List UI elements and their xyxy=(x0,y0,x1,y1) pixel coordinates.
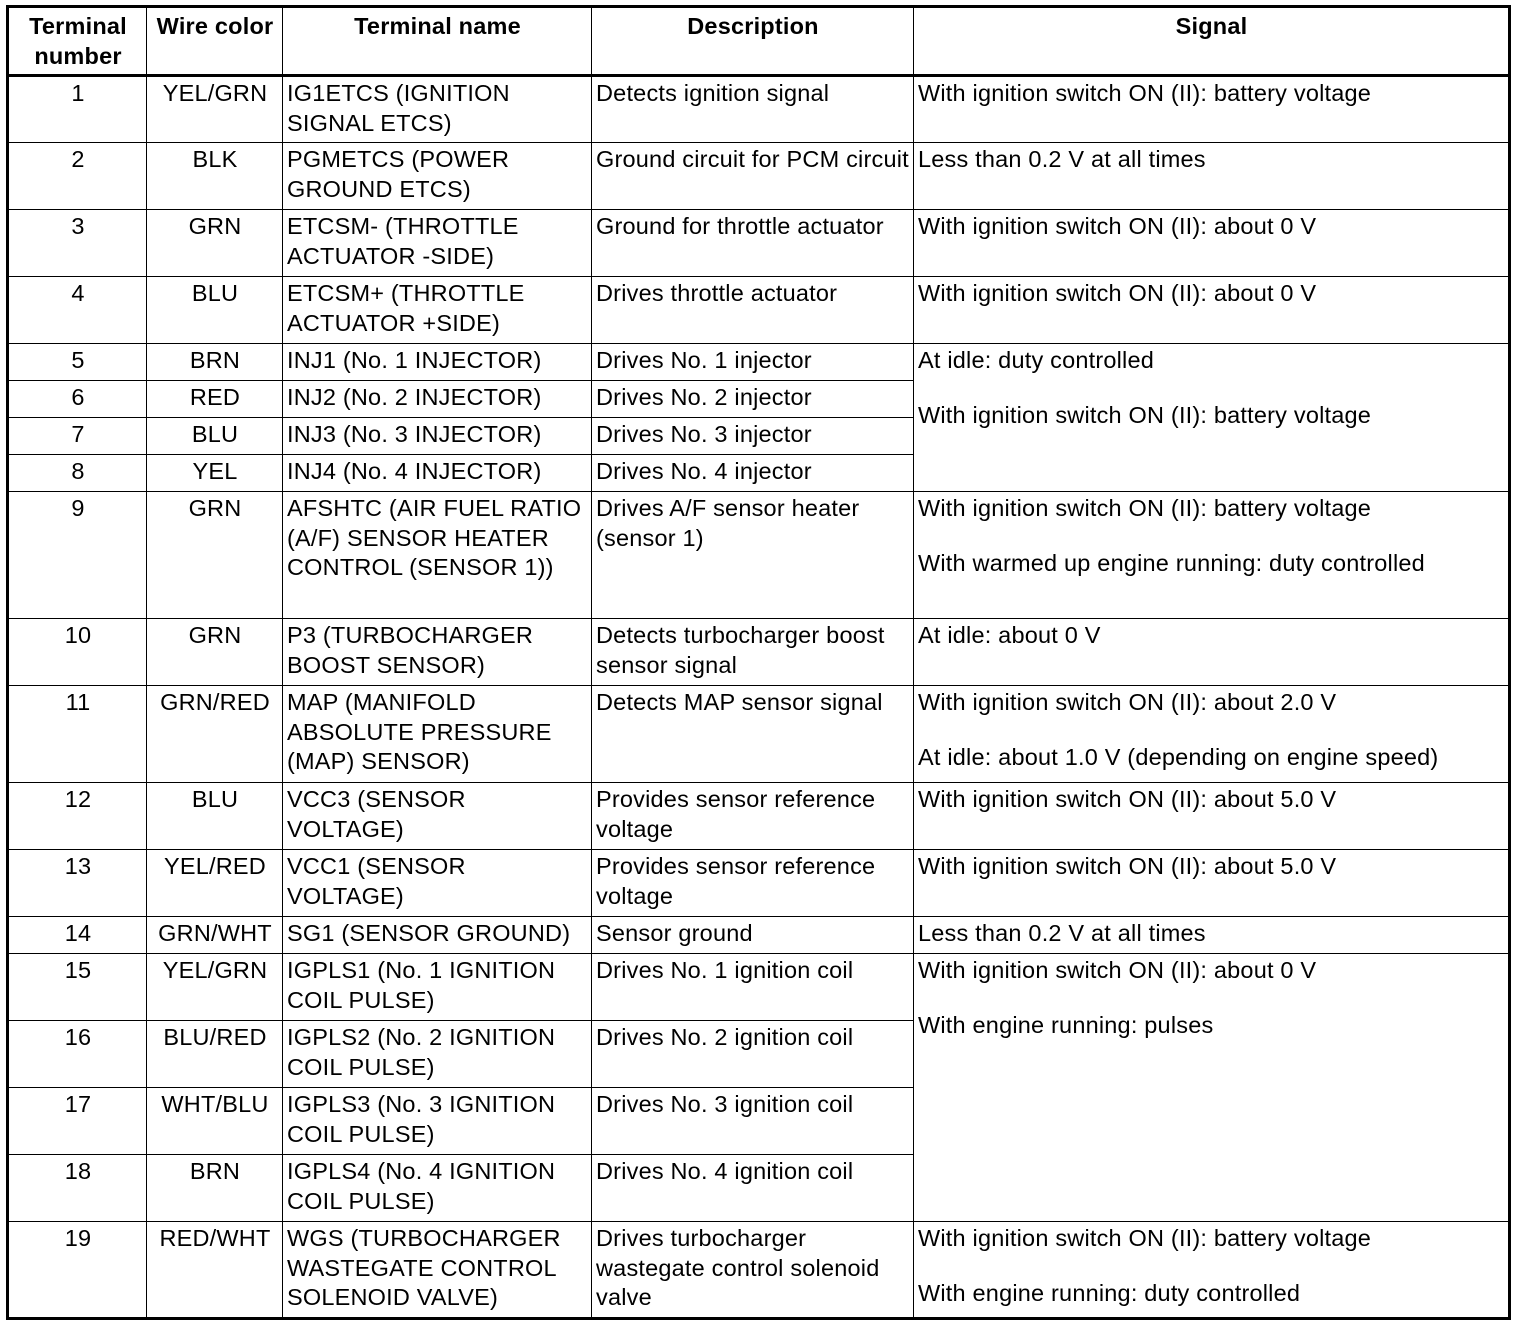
table-row xyxy=(8,277,1510,344)
signal-line: With ignition switch ON (II): about 0 V xyxy=(918,213,1317,239)
terminal-number-cell: 3 xyxy=(8,210,147,277)
terminal-number-cell: 12 xyxy=(8,783,147,850)
header-terminal-name: Terminal name xyxy=(283,7,592,76)
wire-color-cell: BLU/RED xyxy=(147,1021,283,1088)
terminal-number-cell: 13 xyxy=(8,850,147,917)
table-row xyxy=(8,143,1510,210)
description-cell: Drives No. 1 injector xyxy=(592,344,914,381)
description-cell: Drives No. 4 injector xyxy=(592,455,914,492)
signal-cell xyxy=(914,850,1510,917)
wire-color-cell: YEL/GRN xyxy=(147,954,283,1021)
table-row xyxy=(8,619,1510,686)
terminal-name-cell: IGPLS4 (No. 4 IGNITION COIL PULSE) xyxy=(283,1155,592,1222)
signal-line: With ignition switch ON (II): about 5.0 V xyxy=(918,786,1337,812)
terminal-number-cell: 4 xyxy=(8,277,147,344)
terminal-name-cell: MAP (MANIFOLD ABSOLUTE PRESSURE (MAP) SENSOR) xyxy=(283,686,592,783)
terminal-number-cell: 15 xyxy=(8,954,147,1021)
description-cell: Drives No. 3 ignition coil xyxy=(592,1088,914,1155)
signal-cell xyxy=(914,143,1510,210)
signal-cell xyxy=(914,917,1510,954)
description-cell: Drives turbocharger wastegate control solenoid valve xyxy=(592,1222,914,1319)
table-row xyxy=(8,954,1510,1021)
terminal-number-cell: 18 xyxy=(8,1155,147,1222)
signal-cell xyxy=(914,344,1510,492)
wire-color-cell: RED/WHT xyxy=(147,1222,283,1319)
header-signal: Signal xyxy=(914,7,1510,76)
terminal-table xyxy=(6,5,1511,1320)
header-description: Description xyxy=(592,7,914,76)
table-row xyxy=(8,76,1510,143)
terminal-number-cell: 1 xyxy=(8,76,147,143)
description-cell: Ground circuit for PCM circuit xyxy=(592,143,914,210)
terminal-name-cell: VCC1 (SENSOR VOLTAGE) xyxy=(283,850,592,917)
signal-cell xyxy=(914,277,1510,344)
wire-color-cell: WHT/BLU xyxy=(147,1088,283,1155)
table-row xyxy=(8,492,1510,619)
wire-color-cell: YEL/RED xyxy=(147,850,283,917)
signal-cell xyxy=(914,783,1510,850)
signal-cell xyxy=(914,210,1510,277)
wire-color-cell: BLU xyxy=(147,277,283,344)
terminal-name-cell: AFSHTC (AIR FUEL RATIO (A/F) SENSOR HEATER CONTROL (SENSOR 1)) xyxy=(283,492,592,619)
signal-line: Less than 0.2 V at all times xyxy=(918,146,1206,172)
terminal-name-cell: INJ3 (No. 3 INJECTOR) xyxy=(283,418,592,455)
signal-line: With ignition switch ON (II): about 5.0 V xyxy=(918,853,1337,879)
signal-cell xyxy=(914,954,1510,1222)
description-cell: Provides sensor reference voltage xyxy=(592,850,914,917)
signal-line: With ignition switch ON (II): battery voltage xyxy=(918,401,1372,428)
signal-line: With warmed up engine running: duty controlled xyxy=(918,549,1425,576)
description-cell: Drives No. 1 ignition coil xyxy=(592,954,914,1021)
wire-color-cell: YEL xyxy=(147,455,283,492)
signal-line: With ignition switch ON (II): about 2.0 V xyxy=(918,689,1337,715)
description-cell: Detects turbocharger boost sensor signal xyxy=(592,619,914,686)
table-row xyxy=(8,850,1510,917)
terminal-name-cell: IGPLS2 (No. 2 IGNITION COIL PULSE) xyxy=(283,1021,592,1088)
terminal-number-cell: 5 xyxy=(8,344,147,381)
signal-cell xyxy=(914,76,1510,143)
table-row xyxy=(8,686,1510,783)
wire-color-cell: GRN/WHT xyxy=(147,917,283,954)
table-row xyxy=(8,210,1510,277)
table-body xyxy=(8,76,1510,1319)
terminal-number-cell: 8 xyxy=(8,455,147,492)
terminal-number-cell: 11 xyxy=(8,686,147,783)
terminal-number-cell: 17 xyxy=(8,1088,147,1155)
signal-line: At idle: about 1.0 V (depending on engine speed) xyxy=(918,743,1439,770)
terminal-name-cell: VCC3 (SENSOR VOLTAGE) xyxy=(283,783,592,850)
description-cell: Sensor ground xyxy=(592,917,914,954)
description-cell: Detects ignition signal xyxy=(592,76,914,143)
terminal-name-cell: P3 (TURBOCHARGER BOOST SENSOR) xyxy=(283,619,592,686)
signal-cell xyxy=(914,619,1510,686)
signal-line: With engine running: duty controlled xyxy=(918,1279,1301,1306)
terminal-number-cell: 19 xyxy=(8,1222,147,1319)
description-cell: Drives A/F sensor heater (sensor 1) xyxy=(592,492,914,619)
wire-color-cell: GRN xyxy=(147,210,283,277)
signal-line: Less than 0.2 V at all times xyxy=(918,920,1206,946)
table-row xyxy=(8,1222,1510,1319)
signal-line: At idle: duty controlled xyxy=(918,347,1155,373)
wire-color-cell: GRN/RED xyxy=(147,686,283,783)
terminal-number-cell: 16 xyxy=(8,1021,147,1088)
signal-line: With engine running: pulses xyxy=(918,1011,1214,1038)
signal-line: With ignition switch ON (II): battery voltage xyxy=(918,1225,1372,1251)
terminal-name-cell: IG1ETCS (IGNITION SIGNAL ETCS) xyxy=(283,76,592,143)
description-cell: Ground for throttle actuator xyxy=(592,210,914,277)
wire-color-cell: BRN xyxy=(147,344,283,381)
terminal-name-cell: INJ4 (No. 4 INJECTOR) xyxy=(283,455,592,492)
terminal-name-cell: IGPLS1 (No. 1 IGNITION COIL PULSE) xyxy=(283,954,592,1021)
signal-cell xyxy=(914,686,1510,783)
table-row xyxy=(8,344,1510,381)
wire-color-cell: BLK xyxy=(147,143,283,210)
wire-color-cell: GRN xyxy=(147,492,283,619)
signal-line: With ignition switch ON (II): battery voltage xyxy=(918,495,1372,521)
wire-color-cell: YEL/GRN xyxy=(147,76,283,143)
terminal-name-cell: PGMETCS (POWER GROUND ETCS) xyxy=(283,143,592,210)
terminal-number-cell: 7 xyxy=(8,418,147,455)
terminal-number-cell: 9 xyxy=(8,492,147,619)
terminal-number-cell: 2 xyxy=(8,143,147,210)
table-row xyxy=(8,917,1510,954)
table-row xyxy=(8,783,1510,850)
terminal-name-cell: SG1 (SENSOR GROUND) xyxy=(283,917,592,954)
description-cell: Drives throttle actuator xyxy=(592,277,914,344)
header-wire-color: Wire color xyxy=(147,7,283,76)
wire-color-cell: RED xyxy=(147,381,283,418)
signal-cell xyxy=(914,492,1510,619)
terminal-name-cell: WGS (TURBOCHARGER WASTEGATE CONTROL SOLENOID VALVE) xyxy=(283,1222,592,1319)
signal-line: With ignition switch ON (II): about 0 V xyxy=(918,957,1317,983)
wire-color-cell: BRN xyxy=(147,1155,283,1222)
terminal-name-cell: IGPLS3 (No. 3 IGNITION COIL PULSE) xyxy=(283,1088,592,1155)
description-cell: Provides sensor reference voltage xyxy=(592,783,914,850)
description-cell: Drives No. 4 ignition coil xyxy=(592,1155,914,1222)
header-terminal-number: Terminal number xyxy=(8,7,147,76)
description-cell: Drives No. 3 injector xyxy=(592,418,914,455)
description-cell: Drives No. 2 injector xyxy=(592,381,914,418)
wire-color-cell: BLU xyxy=(147,418,283,455)
terminal-number-cell: 10 xyxy=(8,619,147,686)
header-row xyxy=(8,7,1510,76)
terminal-number-cell: 14 xyxy=(8,917,147,954)
description-cell: Detects MAP sensor signal xyxy=(592,686,914,783)
signal-line: With ignition switch ON (II): about 0 V xyxy=(918,280,1317,306)
description-cell: Drives No. 2 ignition coil xyxy=(592,1021,914,1088)
terminal-name-cell: ETCSM- (THROTTLE ACTUATOR -SIDE) xyxy=(283,210,592,277)
table-header xyxy=(8,7,1510,76)
signal-line: With ignition switch ON (II): battery voltage xyxy=(918,80,1372,106)
wire-color-cell: BLU xyxy=(147,783,283,850)
terminal-number-cell: 6 xyxy=(8,381,147,418)
terminal-name-cell: INJ1 (No. 1 INJECTOR) xyxy=(283,344,592,381)
terminal-name-cell: INJ2 (No. 2 INJECTOR) xyxy=(283,381,592,418)
terminal-name-cell: ETCSM+ (THROTTLE ACTUATOR +SIDE) xyxy=(283,277,592,344)
signal-line: At idle: about 0 V xyxy=(918,622,1101,648)
signal-cell xyxy=(914,1222,1510,1319)
wire-color-cell: GRN xyxy=(147,619,283,686)
